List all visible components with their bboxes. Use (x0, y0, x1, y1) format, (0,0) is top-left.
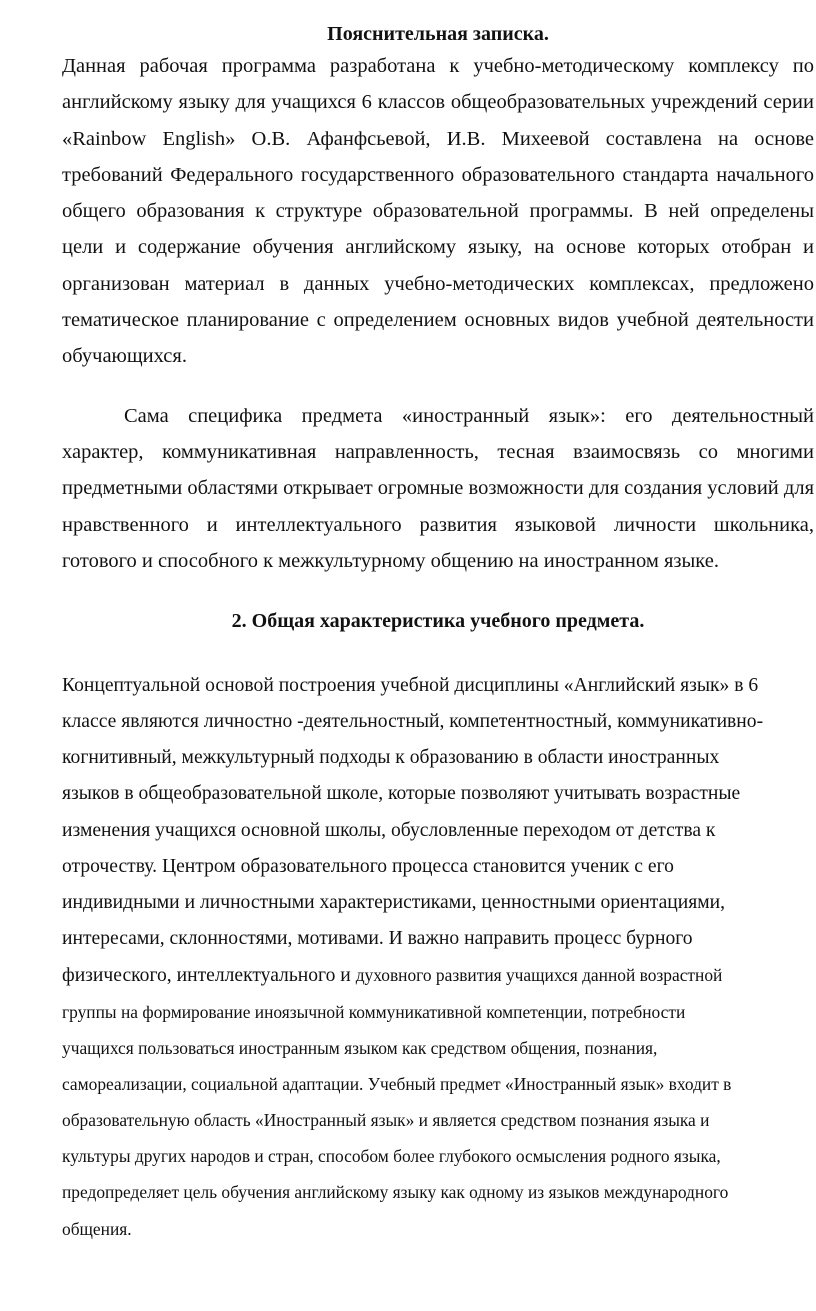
text-line: когнитивный, межкультурный подходы к образованию в области иностранных (62, 747, 720, 769)
text-line: языков в общеобразовательной школе, которые позволяют учитывать возрастные (62, 783, 741, 805)
document-title: Пояснительная записка. (327, 23, 549, 45)
text-line: отрочеству. Центром образовательного процесса становится ученик с его (62, 855, 674, 877)
text-line: учащихся пользоваться иностранным языком как средством общения, познания, (62, 1038, 658, 1059)
text-line: интересами, склонностями, мотивами. И важно направить процесс бурного (62, 927, 693, 949)
text-line: культуры других народов и стран, способом более глубокого осмысления родного языка, (62, 1146, 721, 1167)
document-page (62, 22, 814, 1247)
text-line: общения. (62, 1218, 132, 1239)
text-line: предопределяет цель обучения английскому языку как одному из языков международного (62, 1182, 729, 1203)
paragraph-conceptual-basis (62, 668, 814, 1247)
text-line: самореализации, социальной адаптации. Учебный предмет «Иностранный язык» входит в (62, 1074, 732, 1095)
text-line: Концептуальной основой построения учебной дисциплины «Английский язык» в 6 (62, 675, 759, 697)
paragraph-intro: Данная рабочая программа разработана к учебно-методическому комплексу по английскому языку для учащихся 6 классов общеобразовательных учреждений серии «Rainbow English» О.В. Афанфсьевой, И.В. Михеевой составлена на основе требований Федерального государственного образовательного стандарта начального общего образования к структуре образовательной программы. В ней определены цели и содержание обучения английскому языку, на основе которых отобран и организован материал в данных учебно-методических комплексах, предложено тематическое планирование с определением основных видов учебной деятельности обучающихся. (62, 55, 814, 368)
text-line: изменения учащихся основной школы, обусловленные переходом от детства к (62, 819, 716, 841)
text-line: классе являются личностно -деятельностный, компетентностный, коммуникативно- (62, 711, 764, 733)
section-heading-general-characteristics: 2. Общая характеристика учебного предмета. (231, 610, 645, 633)
text-line: группы на формирование иноязычной коммуникативной компетенции, потребности (62, 1002, 686, 1022)
text-line (62, 957, 814, 994)
text-segment: физического, интеллектуального и (62, 964, 356, 986)
text-line: образовательную область «Иностранный язык» и является средством познания языка и (62, 1110, 710, 1131)
text-segment-small: духовного развития учащихся данной возрастной (355, 964, 723, 985)
paragraph-subject-specifics: Сама специфика предмета «иностранный язык»: его деятельностный характер, коммуникативная направленность, тесная взаимосвязь со многими предметными областями открывает огромные возможности для создания условий для нравственного и интеллектуального развития языковой личности школьника, готового и способного к межкультурному общению на иностранном языке. (62, 404, 814, 572)
text-line: индивидными и личностными характеристиками, ценностными ориентациями, (62, 891, 726, 913)
